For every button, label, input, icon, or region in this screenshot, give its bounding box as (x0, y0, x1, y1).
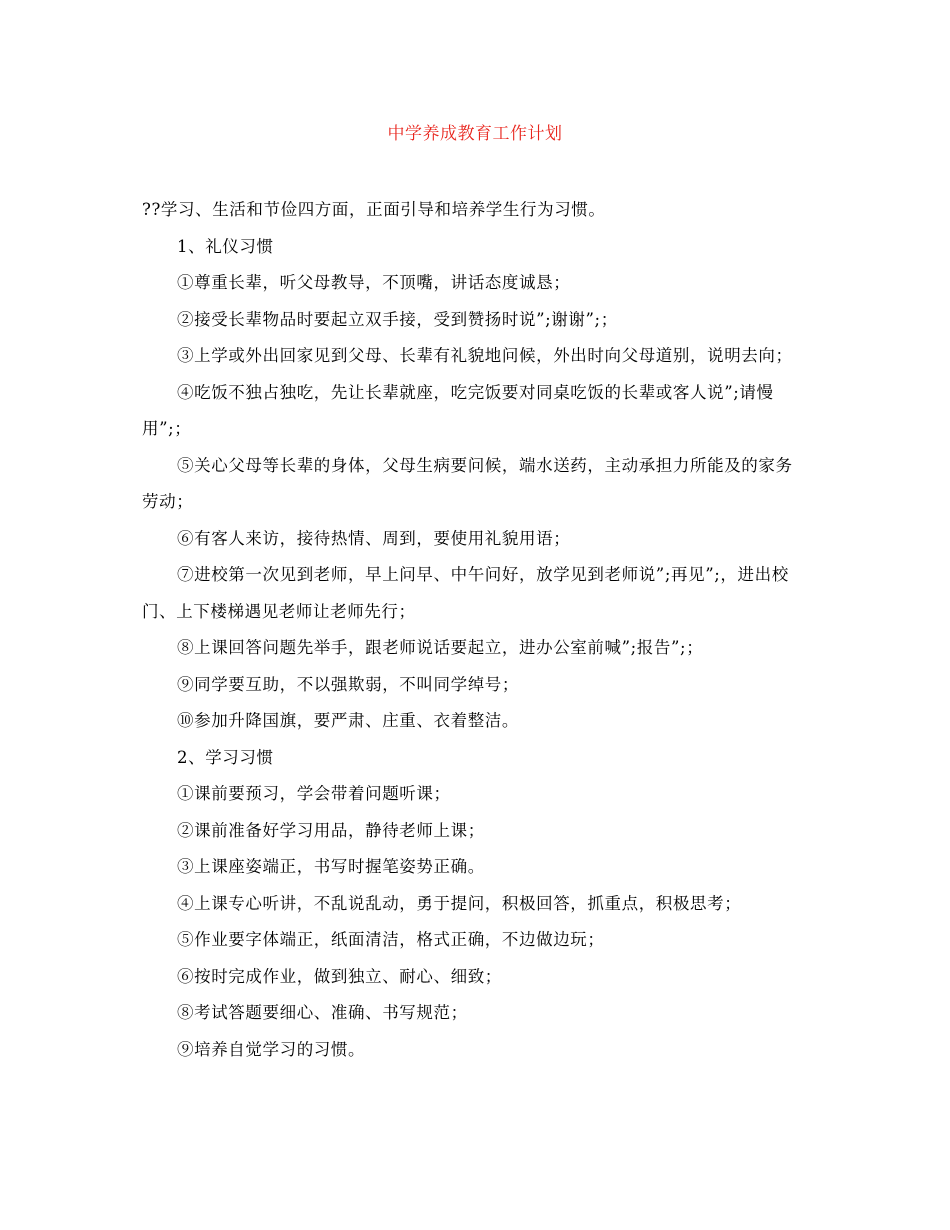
list-item: ⑥按时完成作业，做到独立、耐心、细致； (177, 966, 502, 986)
list-item: ②接受长辈物品时要起立双手接，受到赞扬时说”;谢谢”;； (177, 309, 618, 329)
list-item: ③上课座姿端正，书写时握笔姿势正确。 (177, 857, 485, 876)
list-item: ⑧考试答题要细心、准确、书写规范； (177, 1003, 468, 1022)
paragraph-intro: ??学习、生活和节俭四方面，正面引导和培养学生行为习惯。 (142, 200, 606, 219)
list-item: ④上课专心听讲，不乱说乱动，勇于提问，积极回答，抓重点，积极思考； (177, 893, 742, 913)
document-title: 中学养成教育工作计划 (387, 124, 563, 144)
list-item: ⑩参加升降国旗，要严肃、庄重、衣着整洁。 (177, 711, 519, 730)
list-item: ⑥有客人来访，接待热情、周到，要使用礼貌用语； (177, 528, 571, 548)
list-item: ⑤关心父母等长辈的身体，父母生病要问候，端水送药，主动承担力所能及的家务劳动； (142, 455, 793, 511)
document-body (142, 192, 802, 1068)
list-item: ⑤作业要字体端正，纸面清洁，格式正确，不边做边玩； (177, 930, 605, 949)
section-heading-etiquette: 1、礼仪习惯 (177, 236, 274, 256)
section-heading-study: 2、学习习惯 (177, 747, 274, 767)
list-item: ⑨同学要互助，不以强欺弱，不叫同学绰号； (177, 674, 519, 694)
list-item: ⑦进校第一次见到老师，早上问早、中午问好，放学见到老师说”;再见”;，进出校门、上下楼梯遇见老师让老师先行； (142, 565, 789, 621)
list-item: ⑧上课回答问题先举手，跟老师说话要起立，进办公室前喊”;报告”;； (177, 638, 704, 657)
list-item: ①尊重长辈，听父母教导，不顶嘴，讲话态度诚恳； (177, 273, 571, 292)
list-item: ③上学或外出回家见到父母、长辈有礼貌地问候，外出时向父母道别，说明去向； (177, 346, 793, 365)
list-item: ④吃饭不独占独吃，先让长辈就座，吃完饭要对同桌吃饭的长辈或客人说”;请慢用”;； (142, 382, 774, 438)
list-item: ⑨培养自觉学习的习惯。 (177, 1039, 366, 1059)
list-item: ②课前准备好学习用品，静待老师上课； (177, 820, 485, 840)
list-item: ①课前要预习，学会带着问题听课； (177, 784, 451, 803)
